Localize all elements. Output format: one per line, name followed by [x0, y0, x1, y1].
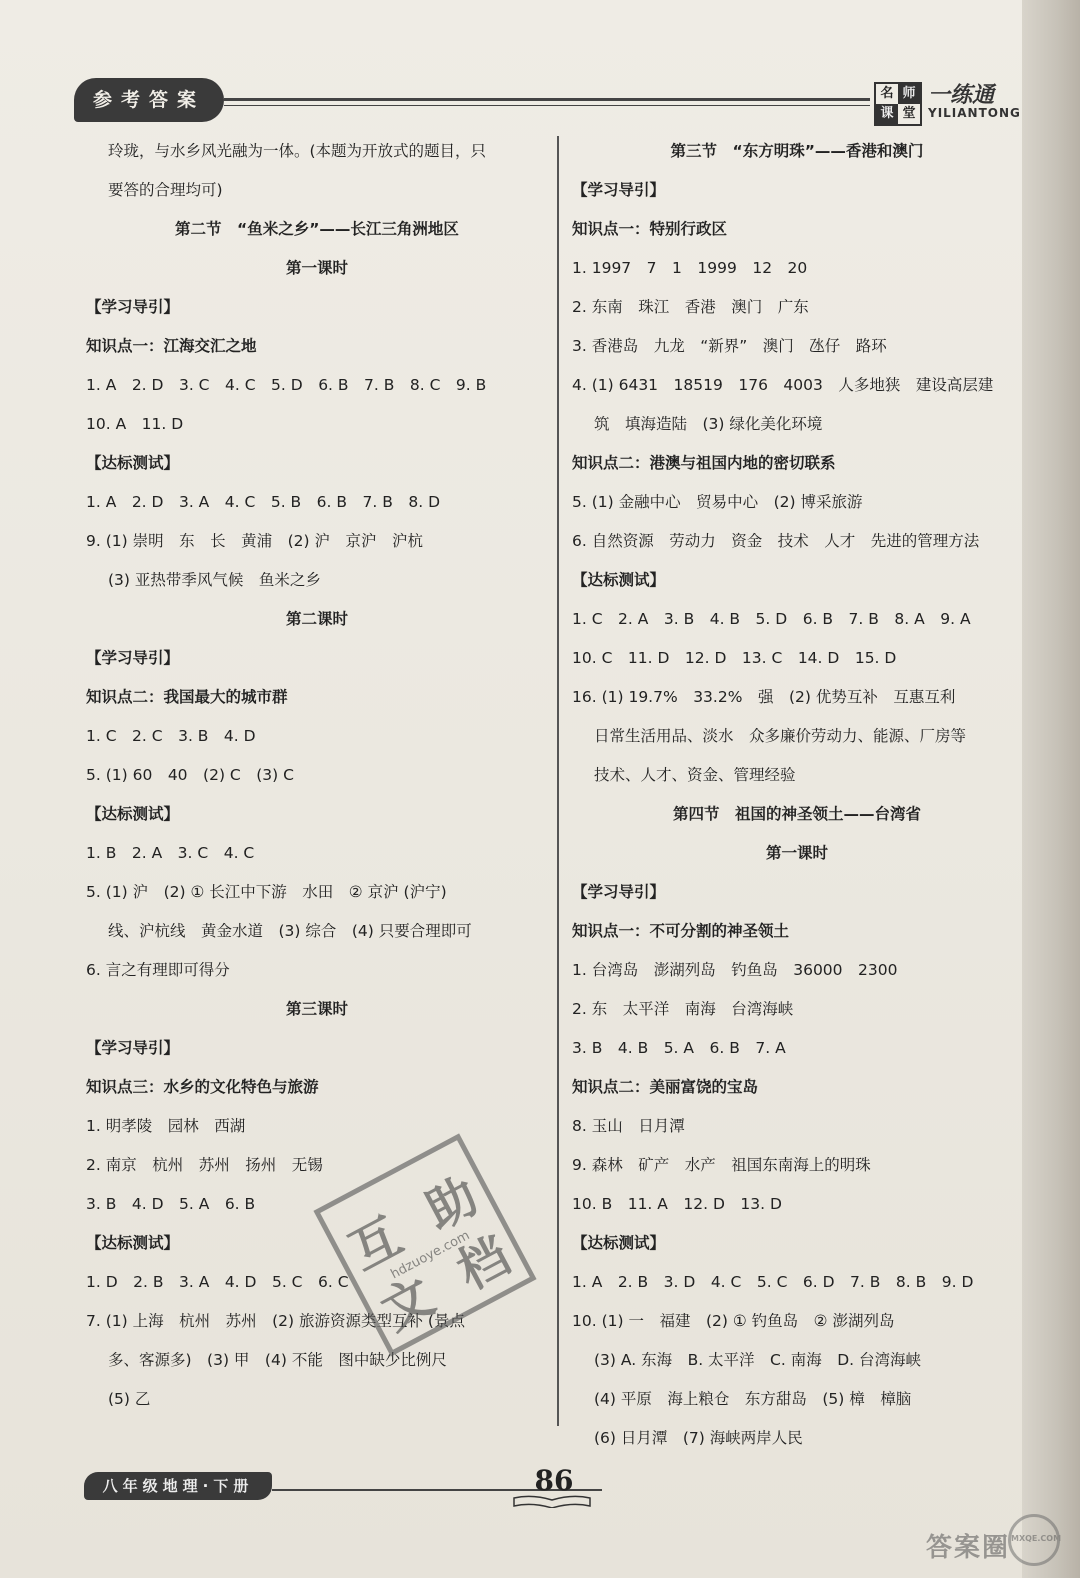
answer-line: 9. (1) 崇明 东 长 黄浦 (2) 沪 京沪 沪杭 — [86, 532, 423, 550]
answer-line: 5. (1) 沪 (2) ① 长江中下游 水田 ② 京沪 (沪宁) — [86, 883, 447, 901]
answer-line: 7. (1) 上海 杭州 苏州 (2) 旅游资源类型互补 (景点 — [86, 1312, 465, 1330]
answer-line: 10. C 11. D 12. D 13. C 14. D 15. D — [572, 649, 897, 667]
right-column — [572, 132, 1022, 1458]
answer-line: 知识点一：江海交汇之地 — [86, 337, 257, 355]
answer-line: 9. 森林 矿产 水产 祖国东南海上的明珠 — [572, 1156, 871, 1174]
site-watermark-url: MXQE.COM — [1011, 1534, 1062, 1543]
answer-line: 线、沪杭线 黄金水道 (3) 综合 (4) 只要合理即可 — [108, 922, 472, 940]
answer-line: 3. B 4. B 5. A 6. B 7. A — [572, 1039, 786, 1057]
answer-line: (6) 日月潭 (7) 海峡两岸人民 — [594, 1429, 803, 1447]
answer-line: 知识点一：不可分割的神圣领土 — [572, 922, 790, 940]
answer-line: 1. A 2. D 3. A 4. C 5. B 6. B 7. B 8. D — [86, 493, 441, 511]
answer-line: 6. 自然资源 劳动力 资金 技术 人才 先进的管理方法 — [572, 532, 980, 550]
stamp-char: 文 — [372, 1266, 444, 1342]
answer-line: 1. C 2. C 3. B 4. D — [86, 727, 256, 745]
answer-line: 技术、人才、资金、管理经验 — [594, 766, 796, 784]
answer-line: 1. 明孝陵 园林 西湖 — [86, 1117, 246, 1135]
answer-line: (3) A. 东海 B. 太平洋 C. 南海 D. 台湾海峡 — [594, 1351, 922, 1369]
logo-box — [874, 82, 922, 126]
answer-line: 第二节 “鱼米之乡”——长江三角洲地区 — [175, 220, 459, 238]
answer-line: 第一课时 — [765, 844, 828, 862]
logo-subtitle: YILIANTONG — [928, 106, 1021, 120]
answer-line: 要答的合理均可) — [108, 181, 223, 199]
stamp-char: 助 — [416, 1166, 488, 1241]
answer-line: 第一课时 — [285, 259, 348, 277]
answer-line: (4) 平原 海上粮仓 东方甜岛 (5) 樟 樟脑 — [594, 1390, 912, 1408]
site-watermark-text: 答案圈 — [925, 1533, 1010, 1563]
answer-line: 1. C 2. A 3. B 4. B 5. D 6. B 7. B 8. A 9. A — [572, 610, 971, 628]
answer-line: 5. (1) 金融中心 贸易中心 (2) 博采旅游 — [572, 493, 863, 511]
answer-line: 【达标测试】 — [572, 571, 666, 589]
answer-line: 【达标测试】 — [86, 454, 180, 472]
answer-line: 5. (1) 60 40 (2) C (3) C — [86, 766, 294, 784]
logo-char: 堂 — [902, 106, 916, 121]
answer-line: 1. A 2. B 3. D 4. C 5. C 6. D 7. B 8. B 9. D — [572, 1273, 974, 1291]
header-rule — [224, 98, 870, 101]
answer-line: 多、客源多) (3) 甲 (4) 不能 图中缺少比例尺 — [108, 1351, 447, 1369]
brand-logo — [874, 78, 1020, 126]
answer-line: 玲珑，与水乡风光融为一体。(本题为开放式的题目，只 — [108, 142, 487, 160]
page-header — [74, 78, 1020, 126]
answer-line: 1. B 2. A 3. C 4. C — [86, 844, 255, 862]
answer-line: 日常生活用品、淡水 众多廉价劳动力、能源、厂房等 — [594, 727, 967, 745]
answer-line: 1. D 2. B 3. A 4. D 5. C 6. C — [86, 1273, 349, 1291]
answer-line: 【达标测试】 — [86, 1234, 180, 1252]
answer-line: 知识点二：我国最大的城市群 — [86, 688, 288, 706]
answer-line: 10. (1) 一 福建 (2) ① 钓鱼岛 ② 澎湖列岛 — [572, 1312, 895, 1330]
answer-line: 知识点三：水乡的文化特色与旅游 — [86, 1078, 319, 1096]
stamp-watermark — [300, 1120, 550, 1370]
answer-line: 【达标测试】 — [572, 1234, 666, 1252]
answer-line: 3. 香港岛 九龙 “新界” 澳门 氹仔 路环 — [572, 337, 887, 355]
book-spine-shadow — [1022, 0, 1080, 1578]
answer-line: 【学习导引】 — [572, 181, 666, 199]
answer-line: 【达标测试】 — [86, 805, 180, 823]
answer-line: 第二课时 — [285, 610, 348, 628]
page-number: 86 — [534, 1464, 574, 1497]
answer-line: 筑 填海造陆 (3) 绿化美化环境 — [594, 415, 823, 433]
stamp-url: hdzuoye.com — [388, 1228, 473, 1283]
answer-line: 知识点一：特别行政区 — [572, 220, 728, 238]
answer-line: 4. (1) 6431 18519 176 4003 人多地狭 建设高层建 — [572, 376, 994, 394]
site-watermark-badge — [1008, 1514, 1060, 1566]
answer-line: 1. A 2. D 3. C 4. C 5. D 6. B 7. B 8. C 9. B — [86, 376, 487, 394]
logo-char: 课 — [876, 104, 898, 124]
stamp-char: 档 — [447, 1226, 520, 1302]
open-book-icon — [512, 1494, 592, 1508]
answer-line: 第三课时 — [285, 1000, 348, 1018]
answer-line: 【学习导引】 — [86, 298, 180, 316]
footer-label: 八年级地理·下册 — [84, 1472, 272, 1500]
answer-line: 知识点二：美丽富饶的宝岛 — [572, 1078, 759, 1096]
header-title: 参考答案 — [74, 78, 224, 122]
answer-line: 第三节 “东方明珠”——香港和澳门 — [670, 142, 924, 160]
logo-script: 一练通 — [928, 82, 995, 108]
answer-line: (5) 乙 — [108, 1390, 151, 1408]
answer-line: 8. 玉山 日月潭 — [572, 1117, 685, 1135]
answer-line: 2. 东南 珠江 香港 澳门 广东 — [572, 298, 809, 316]
column-divider — [557, 136, 559, 1426]
answer-line: 10. B 11. A 12. D 13. D — [572, 1195, 782, 1213]
answer-line: 知识点二：港澳与祖国内地的密切联系 — [572, 454, 836, 472]
answer-line: 16. (1) 19.7% 33.2% 强 (2) 优势互补 互惠互利 — [572, 688, 956, 706]
header-rule-thin — [224, 105, 870, 106]
answer-line: 【学习导引】 — [86, 1039, 180, 1057]
answer-line: 6. 言之有理即可得分 — [86, 961, 230, 979]
answer-line: 第四节 祖国的神圣领土——台湾省 — [672, 805, 921, 823]
answer-line: (3) 亚热带季风气候 鱼米之乡 — [108, 571, 321, 589]
answer-line: 2. 东 太平洋 南海 台湾海峡 — [572, 1000, 794, 1018]
stamp-char: 互 — [340, 1206, 412, 1282]
answer-line: 1. 台湾岛 澎湖列岛 钓鱼岛 36000 2300 — [572, 961, 898, 979]
answer-line: 【学习导引】 — [572, 883, 666, 901]
answer-line: 【学习导引】 — [86, 649, 180, 667]
logo-char: 师 — [898, 84, 920, 104]
answer-line: 3. B 4. D 5. A 6. B — [86, 1195, 256, 1213]
answer-line: 10. A 11. D — [86, 415, 184, 433]
answer-line: 2. 南京 杭州 苏州 扬州 无锡 — [86, 1156, 323, 1174]
logo-char: 名 — [880, 86, 894, 101]
answer-line: 1. 1997 7 1 1999 12 20 — [572, 259, 808, 277]
